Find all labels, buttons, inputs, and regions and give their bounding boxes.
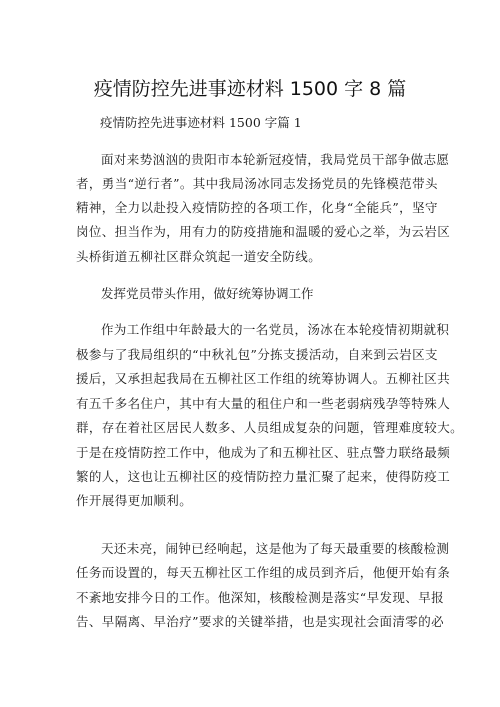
paragraph-3-line-2: 任务而设置的，每天五柳社区工作组的成员到齐后，他便开始有条 (76, 565, 451, 580)
paragraph-2-line-8: 作开展得更加顺利。 (76, 493, 193, 508)
paragraph-2-line-1: 作为工作组中年龄最大的一名党员，汤冰在本轮疫情初期就积 (101, 322, 450, 337)
document-subtitle: 疫情防控先进事迹材料 1500 字篇 1 (100, 115, 302, 130)
paragraph-2-line-6: 于是在疫情防控工作中，他成为了和五柳社区、驻点警力联络最频 (76, 445, 451, 460)
paragraph-3-line-3: 不紊地安排今日的工作。他深知，核酸检测是落实“早发现、早报 (76, 590, 444, 605)
paragraph-2-line-2: 极参与了我局组织的“中秋礼包”分拣支援活动，自来到云岩区支 (76, 347, 438, 362)
paragraph-2-line-7: 繁的人，这也让五柳社区的疫情防控力量汇聚了起来，使得防疫工 (76, 469, 451, 484)
paragraph-1-line-4: 岗位、担当作为，用有力的防疫措施和温暖的爱心之举，为云岩区 (76, 224, 451, 239)
paragraph-3-line-4: 告、早隔离、早治疗”要求的关键举措，也是实现社会面清零的必 (76, 614, 444, 629)
paragraph-1-line-3: 精神，全力以赴投入疫情防控的各项工作，化身“全能兵”，坚守 (76, 200, 438, 215)
paragraph-1-line-5: 头桥街道五柳社区群众筑起一道安全防线。 (76, 249, 322, 264)
document-title: 疫情防控先进事迹材料 1500 字 8 篇 (93, 78, 407, 100)
paragraph-2-line-5: 群，存在着社区居民人数多、人员组成复杂的问题，管理难度较大。 (76, 420, 464, 435)
paragraph-3-line-1: 天还未亮，闹钟已经响起，这是他为了每天最重要的核酸检测 (101, 541, 450, 556)
paragraph-2-line-4: 有五千多名住户，其中有大量的租住户和一些老弱病残孕等特殊人 (76, 396, 451, 411)
paragraph-1-line-2: 者，勇当“逆行者”。其中我局汤冰同志发扬党员的先锋模范带头 (76, 176, 438, 191)
paragraph-1-line-1: 面对来势汹汹的贵阳市本轮新冠疫情，我局党员干部争做志愿 (101, 152, 450, 167)
paragraph-2-line-3: 援后，又承担起我局在五柳社区工作组的统筹协调人。五柳社区共 (76, 371, 451, 386)
section-heading: 发挥党员带头作用，做好统筹协调工作 (101, 286, 314, 301)
